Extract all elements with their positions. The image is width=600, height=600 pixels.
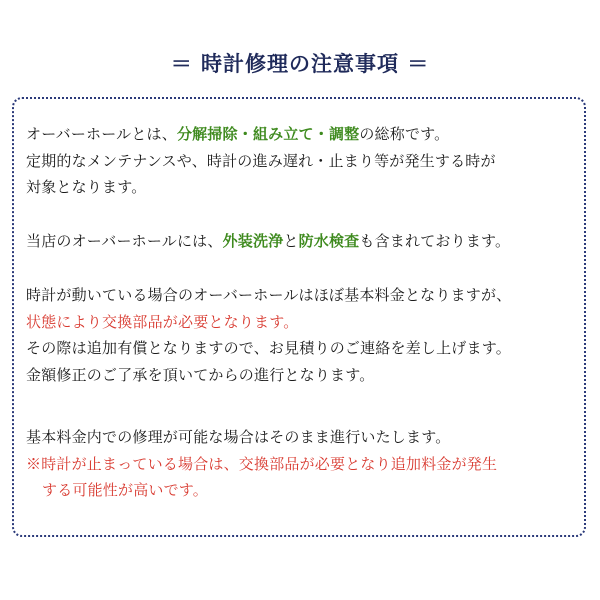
page-title: ＝ 時計修理の注意事項 ＝ — [170, 51, 430, 76]
text-line: その際は追加有償となりますので、お見積りのご連絡を差し上げます。 — [26, 339, 511, 357]
text-line: 金額修正のご了承を頂いてからの進行となります。 — [26, 365, 375, 384]
highlight-green-text: 外装洗浄 — [222, 232, 284, 250]
included-services-paragraph — [26, 228, 576, 255]
text-line: 定期的なメンテナンスや、時計の進み遅れ・止まり等が発生する時が — [26, 151, 496, 170]
highlight-red-text: ※時計が止まっている場合は、交換部品が必要となり追加料金が発生 — [26, 454, 498, 473]
text-segment: 当店のオーバーホールには、 — [26, 232, 223, 250]
text-segment: オーバーホールとは、 — [26, 125, 177, 143]
text-line: 時計が動いている場合のオーバーホールはほぼ基本料金となりますが、 — [26, 286, 512, 304]
highlight-red-text: する可能性が高いです。 — [42, 481, 209, 499]
text-line: 基本料金内での修理が可能な場合はそのまま進行いたします。 — [26, 428, 451, 446]
text-line — [26, 121, 576, 148]
overhaul-definition-paragraph — [26, 121, 576, 201]
text-line — [26, 228, 576, 255]
pricing-paragraph — [26, 282, 576, 388]
highlight-red-text: 状態により交換部品が必要となります。 — [26, 312, 299, 331]
highlight-green-text: 分解掃除・組み立て・調整 — [176, 125, 360, 143]
text-segment: の総称です。 — [359, 125, 450, 143]
text-line: 対象となります。 — [26, 178, 147, 196]
highlight-green-text: 防水検査 — [298, 232, 360, 250]
text-segment: と — [283, 232, 299, 250]
stopped-watch-paragraph — [26, 424, 576, 504]
text-segment: も含まれております。 — [359, 232, 511, 250]
